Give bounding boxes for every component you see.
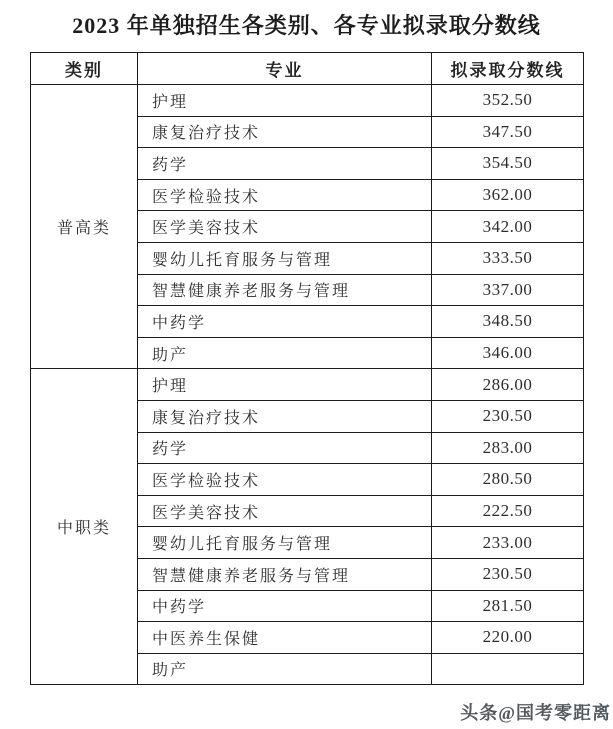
major-cell: 中药学 (138, 306, 432, 338)
score-cell: 342.00 (432, 211, 584, 243)
score-cell (432, 653, 584, 685)
score-cell: 333.50 (432, 242, 584, 274)
major-cell: 医学检验技术 (138, 179, 432, 211)
page-title: 2023 年单独招生各类别、各专业拟录取分数线 (72, 13, 541, 38)
score-cell: 230.50 (432, 558, 584, 590)
score-cell: 233.00 (432, 527, 584, 559)
major-cell: 婴幼儿托育服务与管理 (138, 527, 432, 559)
major-cell: 药学 (138, 432, 432, 464)
score-cell: 352.50 (432, 85, 584, 117)
score-cell: 346.00 (432, 337, 584, 369)
major-cell: 护理 (138, 85, 432, 117)
score-cell: 280.50 (432, 464, 584, 496)
table-row (31, 369, 584, 401)
major-cell: 中医养生保健 (138, 622, 432, 654)
score-table (30, 52, 584, 685)
table-row (31, 85, 584, 117)
major-cell: 康复治疗技术 (138, 400, 432, 432)
major-cell: 助产 (138, 337, 432, 369)
score-cell: 337.00 (432, 274, 584, 306)
score-cell: 354.50 (432, 148, 584, 180)
major-cell: 药学 (138, 148, 432, 180)
score-cell: 286.00 (432, 369, 584, 401)
table-body (31, 85, 584, 685)
score-cell: 222.50 (432, 495, 584, 527)
score-cell: 362.00 (432, 179, 584, 211)
score-cell: 348.50 (432, 306, 584, 338)
score-cell: 283.00 (432, 432, 584, 464)
major-cell: 护理 (138, 369, 432, 401)
score-cell: 347.50 (432, 116, 584, 148)
major-cell: 医学美容技术 (138, 495, 432, 527)
major-cell: 智慧健康养老服务与管理 (138, 274, 432, 306)
category-cell: 普高类 (31, 85, 138, 369)
header-score: 拟录取分数线 (432, 53, 584, 85)
score-cell: 281.50 (432, 590, 584, 622)
major-cell: 智慧健康养老服务与管理 (138, 558, 432, 590)
header-row (31, 53, 584, 85)
major-cell: 医学检验技术 (138, 464, 432, 496)
header-major: 专业 (138, 53, 432, 85)
score-cell: 220.00 (432, 622, 584, 654)
score-cell: 230.50 (432, 400, 584, 432)
header-category: 类别 (31, 53, 138, 85)
major-cell: 康复治疗技术 (138, 116, 432, 148)
watermark: 头条@国考零距离 (460, 703, 611, 723)
major-cell: 医学美容技术 (138, 211, 432, 243)
major-cell: 助产 (138, 653, 432, 685)
category-cell: 中职类 (31, 369, 138, 685)
major-cell: 中药学 (138, 590, 432, 622)
major-cell: 婴幼儿托育服务与管理 (138, 242, 432, 274)
